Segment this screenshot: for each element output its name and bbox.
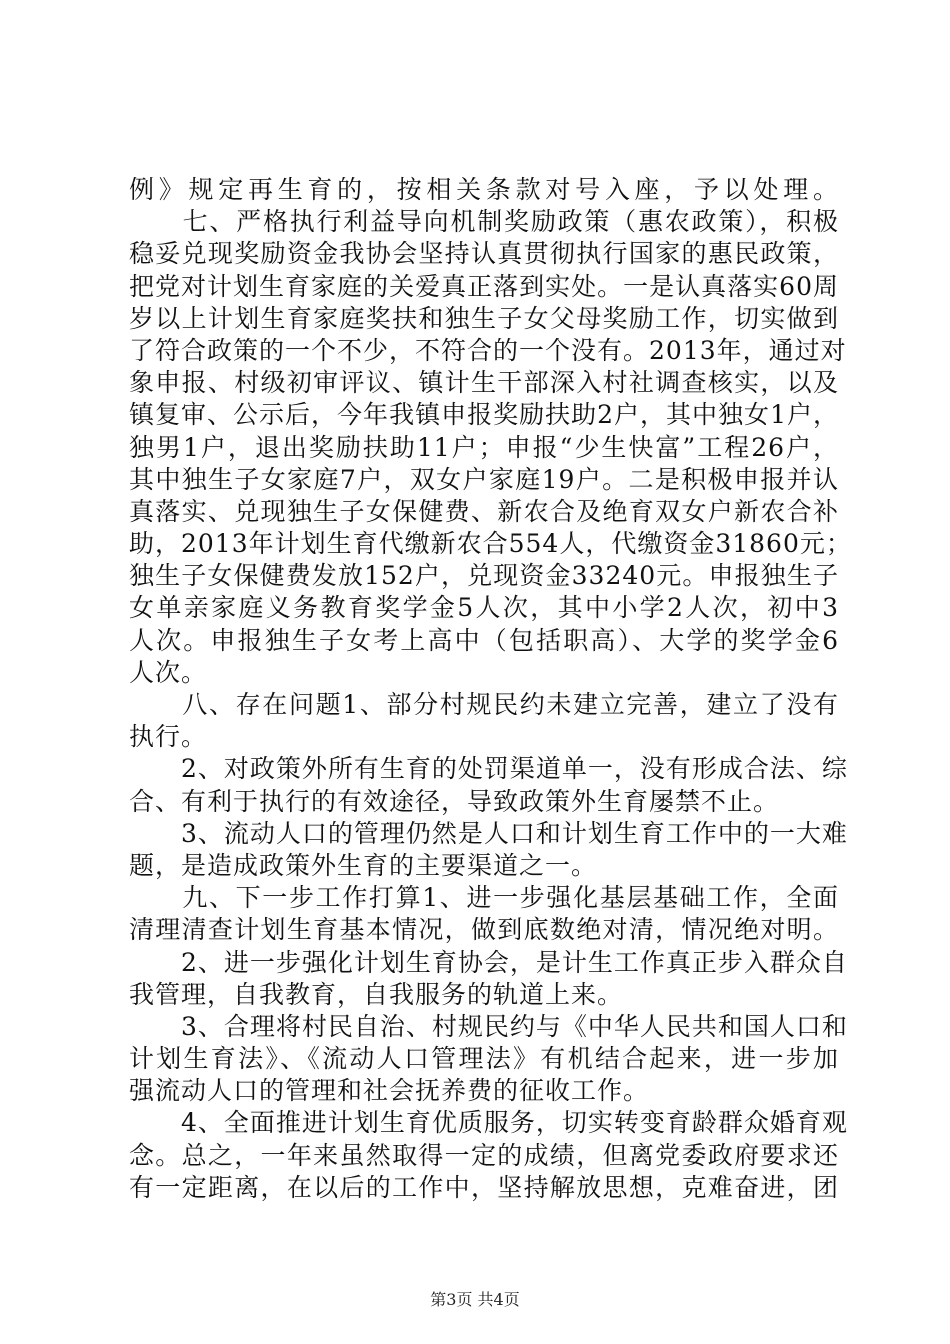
text-line: 独生子女保健费发放152户，兑现资金33240元。申报独生子	[129, 561, 839, 591]
text-line: 岁以上计划生育家庭奖扶和独生子女父母奖励工作，切实做到	[129, 303, 839, 333]
text-line: 稳妥兑现奖励资金我协会坚持认真贯彻执行国家的惠民政策，	[129, 239, 839, 269]
text-line: 我管理，自我教育，自我服务的轨道上来。	[129, 979, 624, 1009]
text-line: 2、进一步强化计划生育协会，是计生工作真正步入群众自	[129, 947, 848, 977]
text-line: 人次。	[129, 657, 208, 687]
text-line: 合、有利于执行的有效途径，导致政策外生育屡禁不止。	[129, 786, 780, 816]
text-line: 题，是造成政策外生育的主要渠道之一。	[129, 850, 598, 880]
text-line: 执行。	[129, 722, 208, 752]
page-number-footer: 第3页 共4页	[430, 1290, 520, 1309]
text-line: 把党对计划生育家庭的关爱真正落到实处。一是认真落实60周	[129, 271, 839, 301]
text-line: 女单亲家庭义务教育奖学金5人次，其中小学2人次，初中3	[129, 593, 839, 623]
text-line: 2、对政策外所有生育的处罚渠道单一，没有形成合法、综	[129, 754, 848, 784]
text-line: 4、全面推进计划生育优质服务，切实转变育龄群众婚育观	[129, 1108, 848, 1138]
text-line: 象申报、村级初审评议、镇计生干部深入村社调查核实，以及	[129, 368, 839, 398]
text-line: 强流动人口的管理和社会抚养费的征收工作。	[129, 1076, 650, 1106]
text-line: 独男1户，退出奖励扶助11户；申报“少生快富”工程26户，	[129, 432, 839, 462]
text-line: 念。总之，一年来虽然取得一定的成绩，但离党委政府要求还	[129, 1140, 839, 1170]
text-line: 清理清查计划生育基本情况，做到底数绝对清，情况绝对明。	[129, 915, 839, 945]
text-line: 其中独生子女家庭7户，双女户家庭19户。二是积极申报并认	[129, 464, 839, 494]
text-line: 3、流动人口的管理仍然是人口和计划生育工作中的一大难	[129, 818, 848, 848]
text-line: 有一定距离，在以后的工作中，坚持解放思想，克难奋进，团	[129, 1172, 839, 1202]
text-line: 镇复审、公示后，今年我镇申报奖励扶助2户，其中独女1户，	[129, 400, 839, 430]
text-line: 九、下一步工作打算1、进一步强化基层基础工作，全面	[129, 883, 839, 913]
text-line: 八、存在问题1、部分村规民约未建立完善，建立了没有	[129, 690, 839, 719]
text-line: 3、合理将村民自治、村规民约与《中华人民共和国人口和	[129, 1011, 848, 1041]
body-text	[129, 174, 852, 1204]
text-line: 助，2013年计划生育代缴新农合554人，代缴资金31860元；	[129, 529, 852, 559]
text-line: 例》规定再生育的，按相关条款对号入座，予以处理。	[129, 175, 839, 204]
text-line: 了符合政策的一个不少，不符合的一个没有。2013年，通过对	[129, 335, 847, 365]
text-line: 人次。申报独生子女考上高中（包括职高）、大学的奖学金6	[129, 625, 839, 655]
text-line: 七、严格执行利益导向机制奖励政策（惠农政策），积极	[129, 207, 839, 237]
text-line: 计划生育法》、《流动人口管理法》有机结合起来，进一步加	[129, 1044, 839, 1074]
text-line: 真落实、兑现独生子女保健费、新农合及绝育双女户新农合补	[129, 496, 839, 526]
